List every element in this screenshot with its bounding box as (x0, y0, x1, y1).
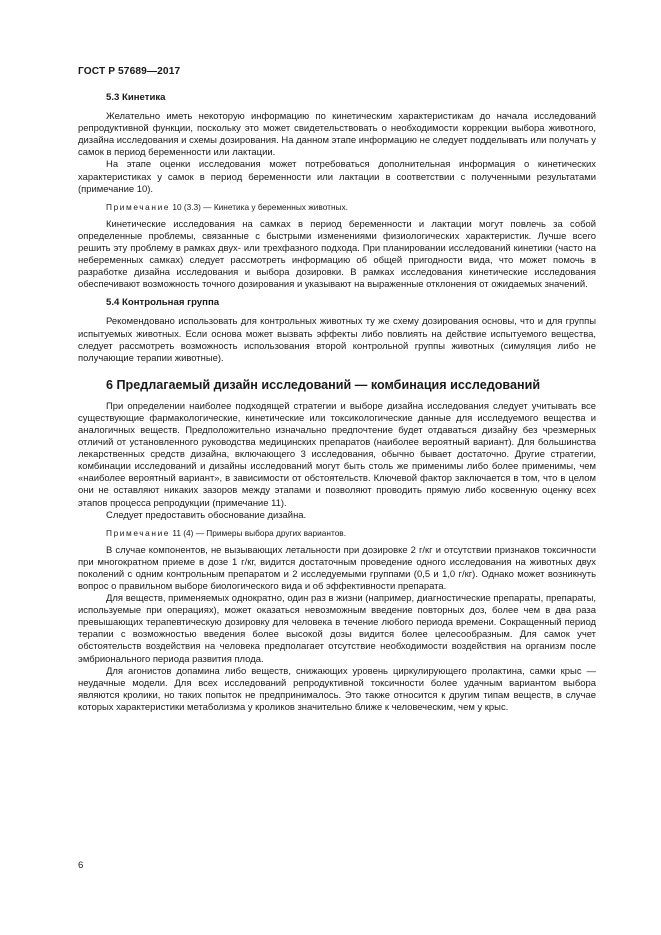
note-label: Примечание (106, 201, 171, 212)
paragraph: Желательно иметь некоторую информацию по кинетическим характеристикам до начала исследований репродуктивной функции, поскольку это может свидетельствовать о необходимости коррекции выбора животного, дизайна исследования и схемы дозирования. На данном этапе информацию не следует подделывать или получать у самок в период беременности или лактации. (78, 111, 596, 159)
section-5-4-heading: 5.4 Контрольная группа (106, 297, 220, 309)
paragraph: Кинетические исследования на самках в период беременности и лактации могут повлечь за собой определенные проблемы, связанные с быстрыми изменениями физиологических характеристик. Лучше всего решить эту проблему в рамках двух- или трехфазного подхода. При планировании исследований кинетики (часто на небеременных самках) следует рассмотреть информацию об общей пригодности вида, что может помочь в разработке дизайна исследования и выбора дозировки. В рамках исследования кинетические исследования обеспечивают возможность точного дозирования и указывают на выраженные отклонения от ожидаемых значений. (78, 218, 596, 291)
page-body (78, 92, 596, 714)
note-label: Примечание (106, 527, 171, 538)
paragraph: На этапе оценки исследования может потребоваться дополнительная информация о кинетических характеристиках у самок в период беременности или лактации в соответствии с полученными результатами (примечание 10). (78, 159, 596, 195)
paragraph: В случае компонентов, не вызывающих летальности при дозировке 2 г/кг и отсутствии признаков токсичности при многократном приеме в дозе 1 г/кг, видится достаточным проведение одного исследования на животных двух поколений с одним контрольным препаратом и 2 исследуемыми группами (0,5 и 1,0 г/кг). Однако может возникнуть вопрос о правильном выборе биологического вида и об эффективности препарата. (78, 544, 596, 592)
note-text: 10 (3.3) — Кинетика у беременных животных. (170, 201, 348, 212)
paragraph: Для веществ, применяемых однократно, один раз в жизни (например, диагностические препараты, препараты, используемые при операциях), может оказаться невозможным введение повторных доз, более чем в два раза превышающих терапевтическую дозировку для человека в течение любого периода времени. Сокращенный период терапии с возможностью введения более высокой дозы видится более целесообразным. Для самок учет обстоятельств воздействия на человека предполагает отсутствие необходимости воздействия на организм после эмбрионального периода развития плода. (78, 593, 596, 665)
note (106, 528, 596, 539)
paragraph: При определении наиболее подходящей стратегии и выборе дизайна исследования следует учитывать все существующие фармакологические, кинетические или токсикологические данные для исследуемого вещества и аналогичных веществ. Предположительно изначально предпочтение будет отдаваться дизайну без чрезмерных отличий от установленного руководства медицинских препаратов (наиболее вероятный вариант). Для большинства лекарственных средств дизайна, включающего 3 исследования, обычно бывает достаточно. Другие стратегии, комбинации исследований и дизайны исследований могут быть столь же применимы либо более применимы, чем «наиболее вероятный вариант», в зависимости от обстоятельств. Ключевой фактор заключается в том, что в целом они не оставляют никаких зазоров между этапами и позволяют проводить прямую либо косвенную оценку всех этапов процесса репродукции (примечание 11). (78, 400, 596, 509)
paragraph: Рекомендовано использовать для контрольных животных ту же схему дозирования основы, что и для группы испытуемых животных. Если основа может вызвать эффекты либо повлиять на действие испытуемого вещества, следует рассмотреть возможность использования второй контрольной группы животных (симуляция либо не получающие терапии животные). (78, 316, 596, 364)
paragraph: Для агонистов допамина либо веществ, снижающих уровень циркулирующего пролактина, самки крыс — неудачные модели. Для всех исследований репродуктивной токсичности более удачным вариантом выбора являются кролики, но таких попыток не предпринималось. Это также относится к другим типам веществ, в случае которых характеристики метаболизма у кроликов значительно ближе к человеческим, чем у крыс. (78, 665, 596, 713)
standard-header: ГОСТ Р 57689—2017 (78, 66, 181, 77)
section-5-3-heading: 5.3 Кинетика (106, 92, 166, 103)
section-6-heading: 6 Предлагаемый дизайн исследований — комбинация исследований (106, 377, 541, 392)
note (106, 202, 596, 213)
page-number: 6 (78, 860, 84, 871)
paragraph: Следует предоставить обоснование дизайна. (106, 509, 307, 521)
note-text: 11 (4) — Примеры выбора других вариантов. (170, 527, 347, 538)
